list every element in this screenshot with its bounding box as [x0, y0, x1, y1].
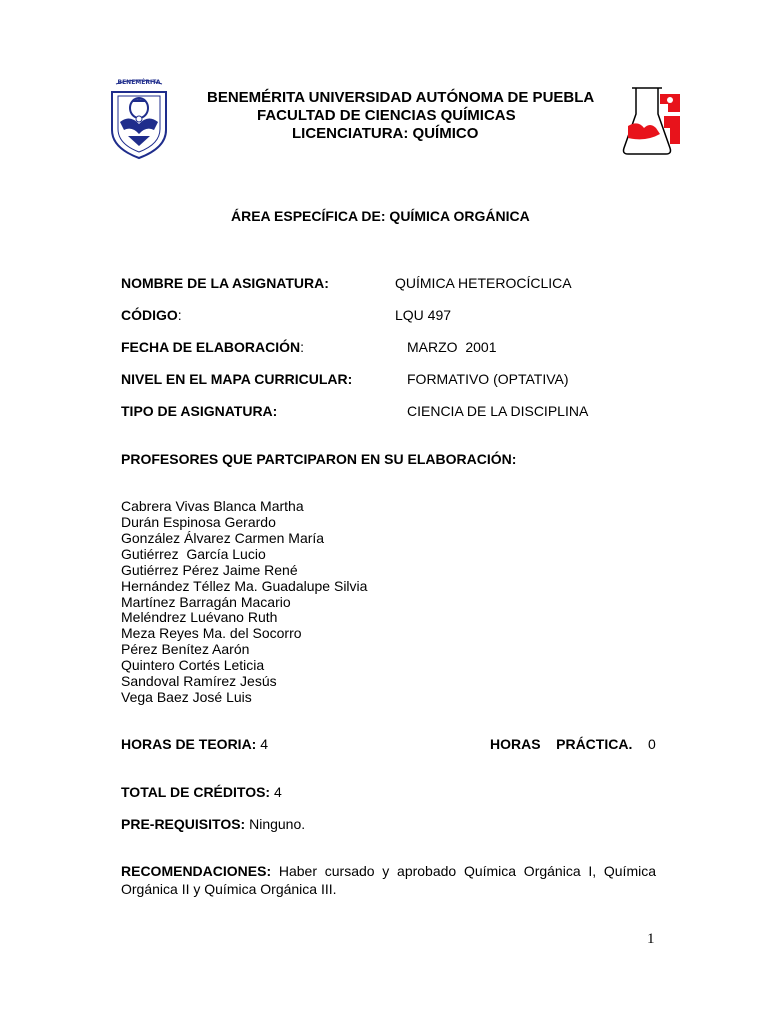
field-label-text: FECHA DE ELABORACIÓN: [121, 339, 301, 355]
field-label-text: NIVEL EN EL MAPA CURRICULAR:: [121, 371, 353, 387]
professor-name: Meléndrez Luévano Ruth: [121, 609, 278, 625]
degree-name: LICENCIATURA: QUÍMICO: [292, 125, 479, 142]
prerequisites: [121, 816, 305, 832]
field-label-subject-type: [121, 403, 277, 419]
seal-text: BENEMÉRITA: [117, 79, 161, 86]
professor-name: González Álvarez Carmen María: [121, 530, 325, 546]
total-credits-label: TOTAL DE CRÉDITOS:: [121, 784, 271, 800]
practice-hours-suffix: .: [628, 736, 633, 752]
practice-hours-label: HORAS PRÁCTICA: [490, 736, 629, 752]
field-value-subject-name: QUÍMICA HETEROCÍCLICA: [395, 275, 572, 291]
field-value-elaboration-date: MARZO 2001: [407, 339, 497, 355]
theory-hours: [121, 736, 268, 752]
professor-name: Gutiérrez García Lucio: [121, 546, 266, 562]
flask-graphic: [620, 82, 682, 158]
field-label-elaboration-date: [121, 339, 304, 355]
field-label-text: CÓDIGO: [121, 307, 178, 323]
chemistry-flask-logo: [620, 82, 682, 158]
page-number: 1: [647, 931, 655, 947]
professor-name: Hernández Téllez Ma. Guadalupe Silvia: [121, 578, 368, 594]
practice-hours: [490, 736, 632, 752]
faculty-name: FACULTAD DE CIENCIAS QUÍMICAS: [257, 107, 516, 124]
university-name: BENEMÉRITA UNIVERSIDAD AUTÓNOMA DE PUEBLA: [207, 89, 595, 106]
theory-hours-value: 4: [260, 736, 269, 752]
total-credits-value: 4: [273, 784, 282, 800]
professor-name: Durán Espinosa Gerardo: [121, 514, 276, 530]
professor-name: Meza Reyes Ma. del Socorro: [121, 625, 302, 641]
professor-name: Vega Baez José Luis: [121, 689, 252, 705]
recommendations: [121, 862, 656, 898]
prerequisites-label: PRE-REQUISITOS:: [121, 816, 246, 832]
field-label-suffix: :: [300, 339, 305, 355]
field-label-code: [121, 307, 182, 323]
professor-name: Pérez Benítez Aarón: [121, 641, 250, 657]
professor-name: Cabrera Vivas Blanca Martha: [121, 498, 304, 514]
field-value-curricular-level: FORMATIVO (OPTATIVA): [407, 371, 569, 387]
field-label-suffix: :: [177, 307, 182, 323]
professor-name: Gutiérrez Pérez Jaime René: [121, 562, 298, 578]
professor-name: Martínez Barragán Macario: [121, 594, 291, 610]
professor-name: Sandoval Ramírez Jesús: [121, 673, 277, 689]
professors-heading: PROFESORES QUE PARTCIPARON EN SU ELABORACIÓN:: [121, 451, 517, 467]
area-title: ÁREA ESPECÍFICA DE: QUÍMICA ORGÁNICA: [231, 208, 530, 224]
professor-name: Quintero Cortés Leticia: [121, 657, 265, 673]
field-label-subject-name: [121, 275, 329, 291]
prerequisites-value: Ninguno.: [249, 816, 306, 832]
seal-graphic: [108, 74, 170, 160]
university-seal-logo: [108, 74, 170, 160]
field-value-code: LQU 497: [395, 307, 452, 323]
recommendations-value: Haber cursado y aprobado Química Orgánica I, Química Orgánica II y Química Orgánica III.: [121, 863, 656, 897]
field-value-subject-type: CIENCIA DE LA DISCIPLINA: [407, 403, 589, 419]
theory-hours-label: HORAS DE TEORIA:: [121, 736, 257, 752]
recommendations-label: RECOMENDACIONES:: [121, 863, 272, 879]
field-label-curricular-level: [121, 371, 352, 387]
field-label-text: NOMBRE DE LA ASIGNATURA:: [121, 275, 329, 291]
practice-hours-value: 0: [648, 736, 656, 752]
field-label-text: TIPO DE ASIGNATURA:: [121, 403, 278, 419]
total-credits: [121, 784, 282, 800]
